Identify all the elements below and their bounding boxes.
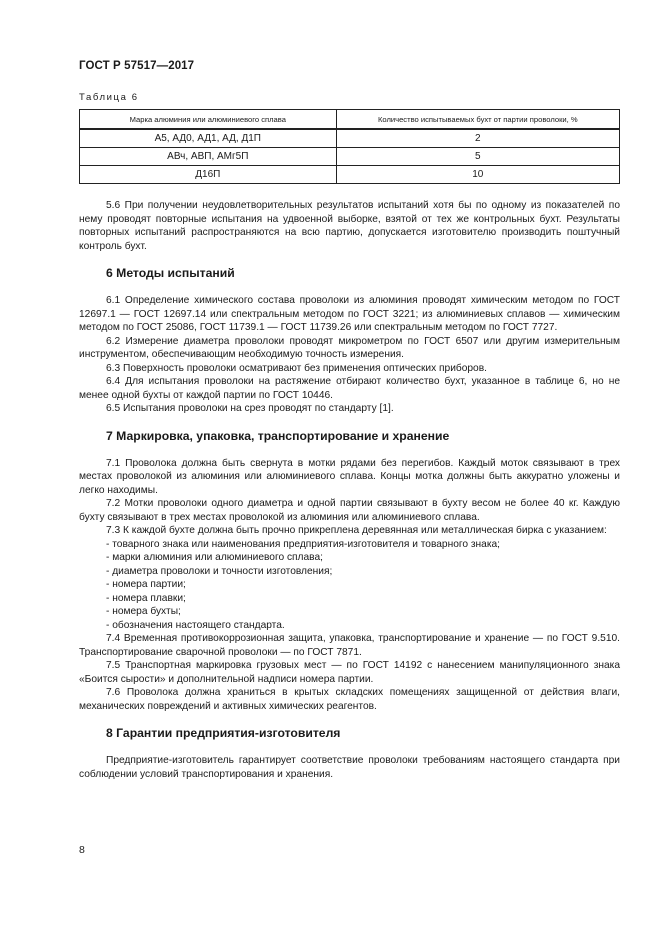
list-item: - обозначения настоящего стандарта.	[106, 619, 285, 631]
table-row	[80, 166, 620, 184]
table-header-grade: Марка алюминия или алюминиевого сплава	[80, 110, 337, 130]
table-cell-quantity: 10	[336, 166, 619, 184]
page-number: 8	[79, 844, 85, 856]
section-6-title: 6 Методы испытаний	[106, 266, 235, 280]
table-cell-quantity: 5	[336, 148, 619, 166]
table-header-row	[80, 110, 620, 130]
table-cell-grade: АВч, АВП, АМг5П	[80, 148, 337, 166]
paragraph-5-6: 5.6 При получении неудовлетворительных результатов испытаний хотя бы по одному из показателей по нему проводят повторные испытания на удвоенной выборке, взятой от тех же контрольных бухт. Результаты повторных испытаний распространяются на всю партию, допускается изготовителю производить поштучный контроль бухт.	[79, 200, 620, 252]
list-item: - номера плавки;	[106, 592, 186, 604]
table-cell-grade: А5, АД0, АД1, АД, Д1П	[80, 129, 337, 148]
table-caption: Таблица 6	[79, 92, 139, 103]
document-header: ГОСТ Р 57517—2017	[79, 60, 195, 72]
paragraph-7-5: 7.5 Транспортная маркировка грузовых мест — по ГОСТ 14192 с нанесением манипуляционного знака «Боится сырости» и дополнительной надписи номера партии.	[79, 660, 620, 685]
paragraph-7-4: 7.4 Временная противокоррозионная защита, упаковка, транспортирование и хранение — по ГОСТ 9.510. Транспортирование сварочной проволоки — по ГОСТ 7871.	[79, 633, 620, 658]
list-item: - диаметра проволоки и точности изготовления;	[106, 565, 333, 577]
list-item: - номера бухты;	[106, 606, 181, 617]
paragraph-6-1: 6.1 Определение химического состава проволоки из алюминия проводят химическим методом по ГОСТ 12697.1 — ГОСТ 12697.14 или спектральным методом по ГОСТ 3221; из алюминиевых сплавов — химическим методом по ГОСТ 25086, ГОСТ 11739.1 — ГОСТ 11739.26 или спектральным методом по ГОСТ 7727.	[79, 295, 620, 333]
paragraph-7-2: 7.2 Мотки проволоки одного диаметра и одной партии связывают в бухту весом не более 40 кг. Каждую бухту связывают в трех местах проволокой из алюминия или алюминиевого сплава.	[79, 498, 620, 523]
section-7-title: 7 Маркировка, упаковка, транспортирование и хранение	[106, 428, 450, 443]
paragraph-7-6: 7.6 Проволока должна храниться в крытых складских помещениях защищенной от действия влаги, механических повреждений и активных химических реагентов.	[79, 687, 620, 712]
paragraph-7-1: 7.1 Проволока должна быть свернута в мотки рядами без перегибов. Каждый моток связывают в трех местах проволокой из алюминия или алюминиевого сплава. Концы мотка должны быть аккуратно уложены и легко находимы.	[79, 457, 620, 496]
section-8-title: 8 Гарантии предприятия-изготовителя	[106, 726, 341, 740]
paragraph-8: Предприятие-изготовитель гарантирует соответствие проволоки требованиям настоящего стандарта при соблюдении условий транспортирования и хранения.	[79, 755, 620, 780]
list-item: - номера партии;	[106, 579, 186, 590]
table-row	[80, 129, 620, 148]
document-body	[79, 199, 620, 781]
table-header-quantity: Количество испытываемых бухт от партии проволоки, %	[336, 110, 619, 130]
paragraph-6-3: 6.3 Поверхность проволоки осматривают без применения оптических приборов.	[106, 362, 487, 374]
table-6	[79, 109, 620, 184]
table-cell-quantity: 2	[336, 129, 619, 148]
list-item: - марки алюминия или алюминиевого сплава;	[106, 552, 323, 563]
table-row	[80, 148, 620, 166]
paragraph-6-2: 6.2 Измерение диаметра проволоки проводят микрометром по ГОСТ 6507 или другим измерительным инструментом, обеспечивающим необходимую точность измерения.	[79, 335, 620, 360]
table-cell-grade: Д16П	[80, 166, 337, 184]
paragraph-6-5: 6.5 Испытания проволоки на срез проводят по стандарту [1].	[106, 403, 394, 414]
list-item: - товарного знака или наименования предприятия-изготовителя и товарного знака;	[106, 538, 501, 550]
paragraph-7-3: 7.3 К каждой бухте должна быть прочно прикреплена деревянная или металлическая бирка с указанием:	[106, 525, 607, 536]
paragraph-6-4: 6.4 Для испытания проволоки на растяжение отбирают количество бухт, указанное в таблице 6, но не менее одной бухты от каждой партии по ГОСТ 10446.	[79, 376, 620, 401]
